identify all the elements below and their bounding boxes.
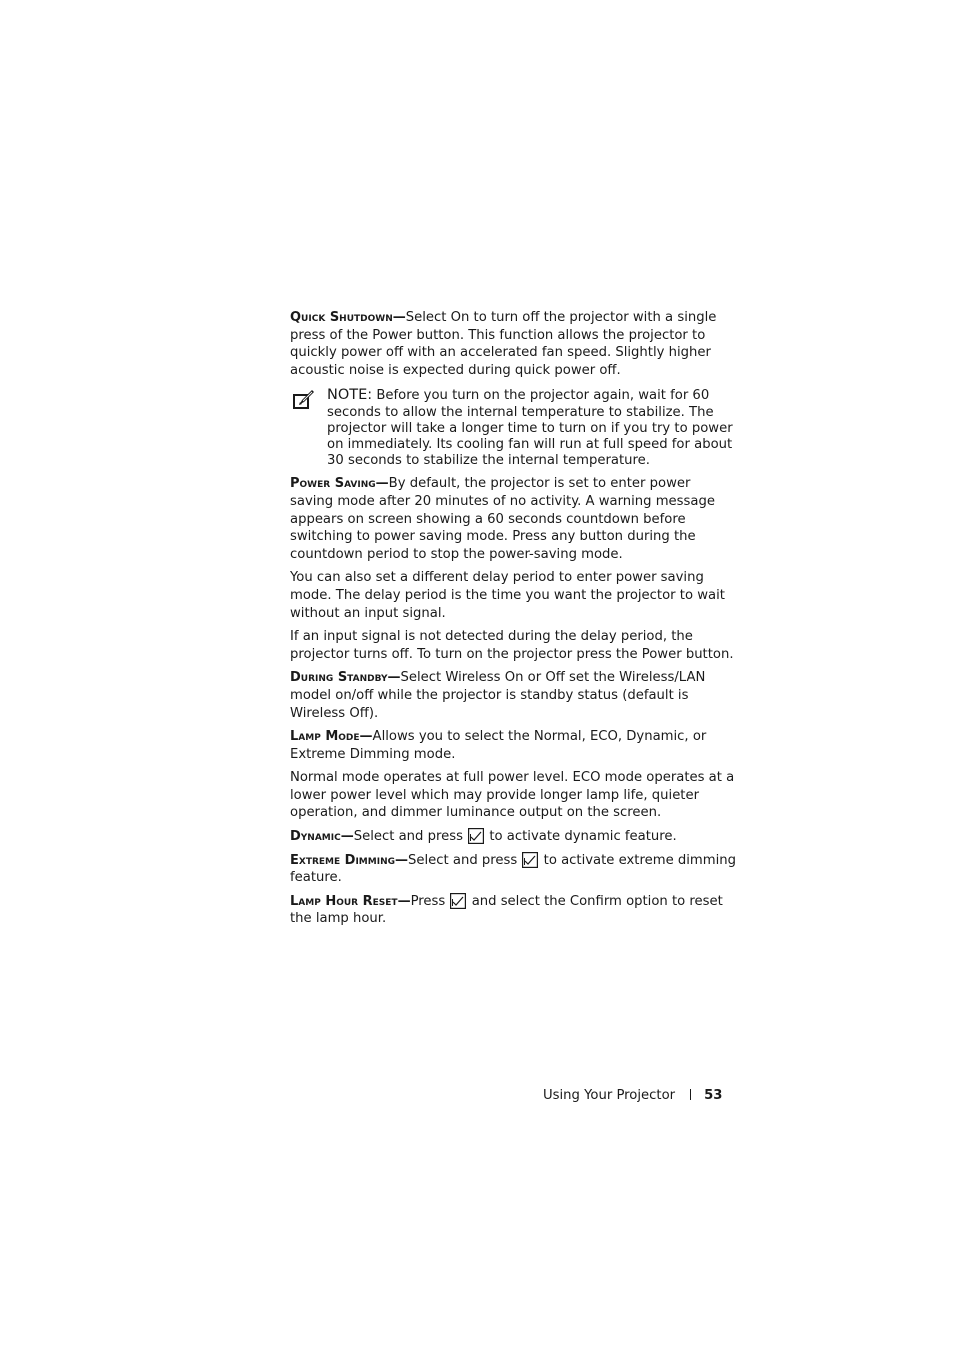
lamp-hour-reset-paragraph (290, 893, 736, 928)
dynamic-text-after: to activate dynamic feature. (489, 829, 677, 845)
during-standby-text: Select Wireless On or Off set the Wireless/LAN model on/off while the projector is standby status (default is Wireless Off). (290, 670, 706, 721)
em-dash: — (392, 310, 406, 325)
during-standby-paragraph (290, 669, 736, 722)
enter-key-icon (468, 828, 484, 844)
dynamic-paragraph (290, 828, 736, 846)
note-label: NOTE: (327, 387, 373, 404)
page-content (290, 309, 736, 934)
quick-shutdown-term: Quick Shutdown (290, 310, 393, 325)
lamp-mode-text: Allows you to select the Normal, ECO, Dynamic, or Extreme Dimming mode. (290, 729, 707, 762)
page-number: 53 (704, 1088, 723, 1103)
lamp-hour-reset-text-after: and select the Confirm option to reset the lamp hour. (290, 893, 723, 927)
em-dash: — (375, 476, 389, 492)
extreme-dimming-term: Extreme Dimming (290, 852, 395, 868)
lamp-mode-detail-paragraph: Normal mode operates at full power level. ECO mode operates at a lower power level which may provide longer lamp life, quieter operation, and dimmer luminance output on the screen. (290, 770, 735, 821)
em-dash: — (359, 729, 373, 745)
lamp-hour-reset-text-before: Press (410, 893, 446, 909)
em-dash: — (397, 893, 411, 909)
footer-section-title: Using Your Projector (543, 1088, 676, 1103)
dynamic-term: Dynamic (290, 829, 341, 845)
extreme-dimming-text-after: to activate extreme dimming feature. (290, 852, 736, 886)
quick-shutdown-paragraph (290, 309, 736, 379)
power-saving-paragraph (290, 475, 736, 563)
lamp-mode-paragraph (290, 728, 736, 763)
note-box (290, 387, 736, 469)
extreme-dimming-paragraph (290, 852, 736, 887)
dynamic-text-before: Select and press (353, 829, 463, 845)
extreme-dimming-text-before: Select and press (408, 852, 518, 868)
em-dash: — (340, 829, 354, 845)
enter-key-icon (450, 893, 466, 909)
power-saving-delay-paragraph: You can also set a different delay period to enter power saving mode. The delay period is the time you want the projector to wait without an input signal. (290, 570, 725, 621)
power-saving-signal-paragraph: If an input signal is not detected during the delay period, the projector turns off. To turn on the projector press the Power button. (290, 629, 734, 662)
enter-key-icon (522, 852, 538, 868)
power-saving-text: By default, the projector is set to enter power saving mode after 20 minutes of no activity. A warning message appears on screen showing a 60 seconds countdown before switching to power saving mode. Press any button during the countdown period to stop the power-saving mode. (290, 476, 715, 562)
page-footer (543, 1087, 722, 1105)
em-dash: — (387, 670, 401, 686)
note-pencil-icon (293, 389, 315, 409)
during-standby-term: During Standby (290, 670, 388, 686)
note-text: Before you turn on the projector again, wait for 60 seconds to allow the internal temperature to stabilize. The projector will take a longer time to turn on if you try to power on immediately. Its cooling fan will run at full speed for about 30 seconds to stabilize the internal temperature. (327, 388, 733, 469)
quick-shutdown-text: Select On to turn off the projector with a single press of the Power button. This function allows the projector to quickly power off with an accelerated fan speed. Slightly higher acoustic noise is expected during quick power off. (290, 310, 717, 378)
footer-separator (690, 1089, 691, 1100)
em-dash: — (395, 852, 408, 868)
lamp-mode-term: Lamp Mode (290, 729, 360, 745)
power-saving-term: Power Saving (290, 476, 376, 492)
lamp-hour-reset-term: Lamp Hour Reset (290, 893, 398, 909)
